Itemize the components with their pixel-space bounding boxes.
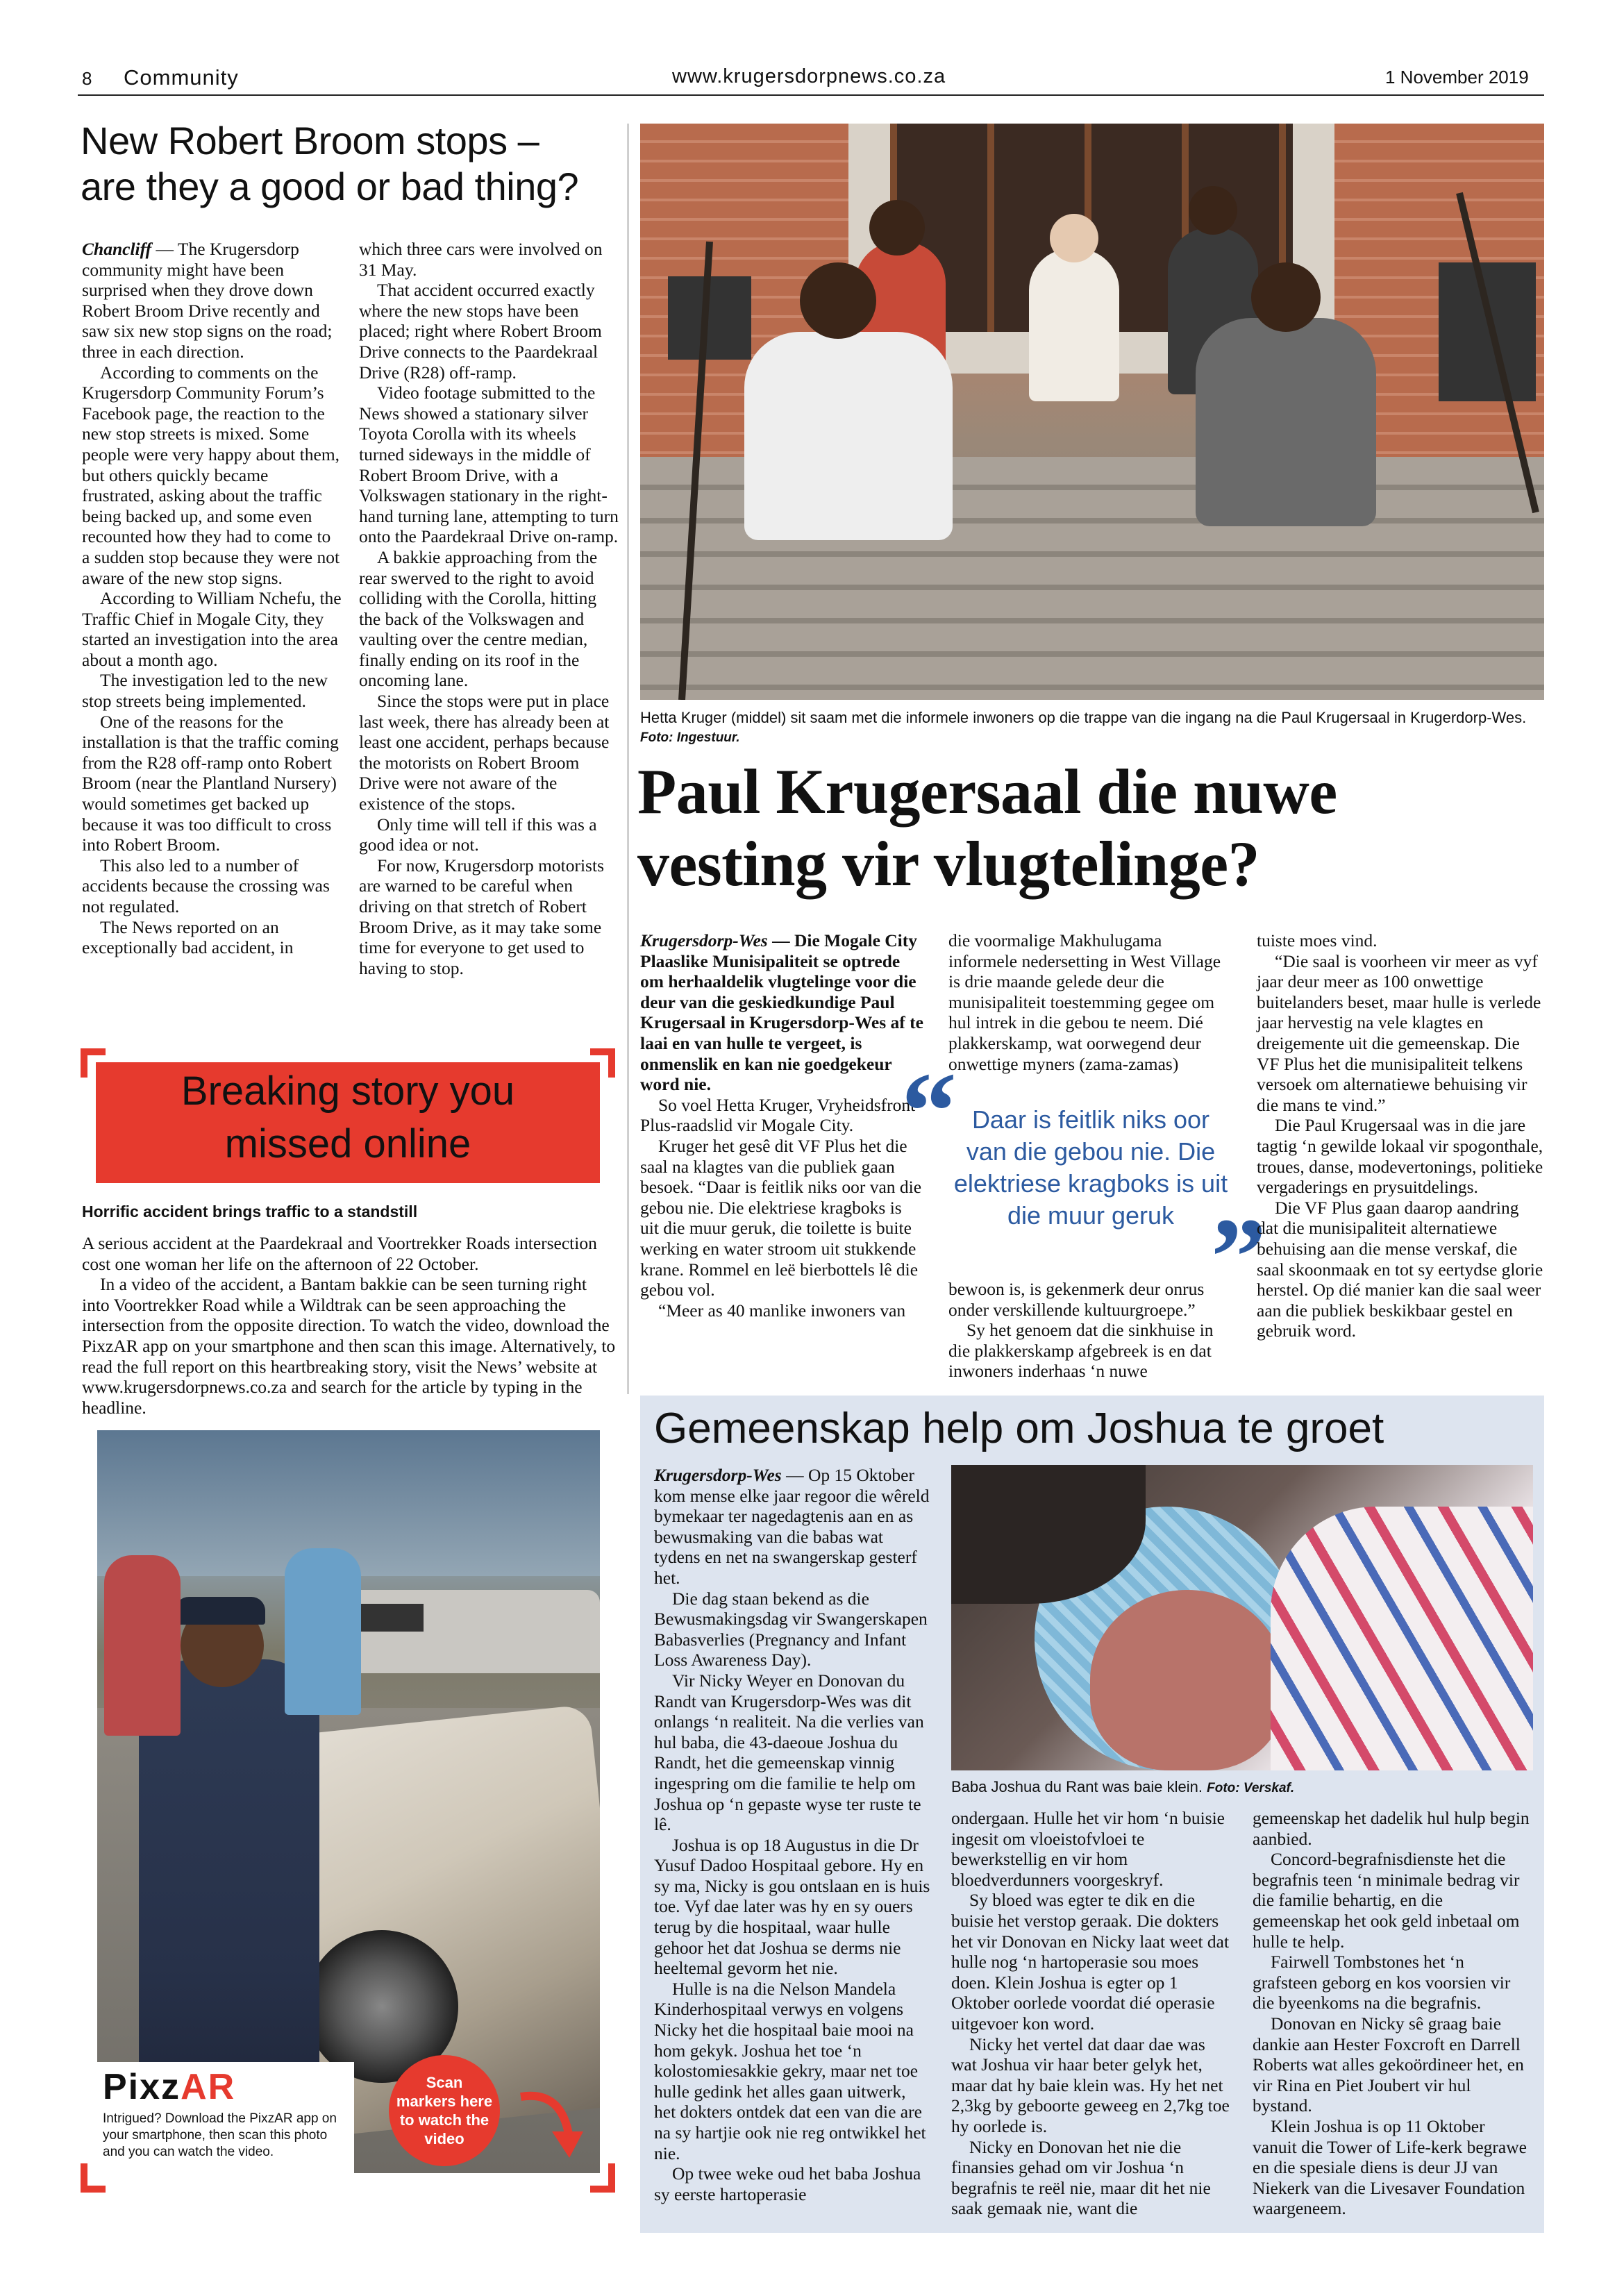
article1-col2: which three cars were involved on 31 May. That accident occurred exactly where the new stops have been placed; right where Robert Broom Drive connects to the Paardekraal Drive (R28) off-ramp. Video footage submitted to the News showed a stationary silver Toyota Corolla with its wheels turned sideways in the middle of Robert Broom Drive, with a Volkswagen stationary in the right-hand turning lane, attempting to turn onto the Paardekraal Drive on-ramp. A bakkie approaching from the rear swerved to the right to avoid colliding with the Corolla, hitting the back of the Volkswagen and vaulting over the centre median, finally ending on its roof in the oncoming lane. Since the stops were put in place last week, there has already been at least one accident, perhaps because the motorists on Robert Broom Drive were not aware of the existence of the stops. Only time will tell if this was a good idea or not. For now, Krugersdorp motorists are warned to be careful when driving on that stretch of Robert Broom Drive, as it may take some time for everyone to get used to having to stop. <box>359 239 619 978</box>
article2-dateline: Krugersdorp-Wes <box>640 930 768 950</box>
website-url: www.krugersdorpnews.co.za <box>672 65 946 87</box>
scan-markers-badge: Scan markers here to watch the video <box>389 2055 500 2166</box>
article2-headline: Paul Krugersaal die nuwe vesting vir vlugtelinge? <box>637 756 1337 899</box>
breaking-body: A serious accident at the Paardekraal and Voortrekker Roads intersection cost one woman her life on the afternoon of 22 October. In a video of the accident, a Bantam bakkie can be seen turning right into Voortrekker Road while a Wildtrak can be seen approaching the intersection from the opposite direction. To watch the video, download the PixzAR app on your smartphone and then scan this image. Alternatively, to read the full report on this heartbreaking story, visit the News’ website at www.krugersdorpnews.co.za and search for the article by typing in the headline. <box>82 1233 616 1418</box>
breaking-banner: Breaking story you missed online <box>96 1062 600 1183</box>
article1-col1: Chancliff — The Krugersdorp community might have been surprised when they drove down Robert Broom Drive recently and saw six new stop signs on the road; three in each direction. According to comments on the Krugersdorp Community Forum’s Facebook page, the reaction to the new stop streets is mixed. Some people were very happy about them, but others quickly became frustrated, asking about the traffic being backed up, and some even recounted how they had to come to a sudden stop because they were not aware of the new stop signs. According to William Nchefu, the Traffic Chief in Mogale City, they started an investigation into the area about a month ago. The investigation led to the new stop streets being implemented. One of the reasons for the installation is that the traffic coming from the R28 off-ramp onto Robert Broom (near the Plantland Nursery) would sometimes get backed up because it was too difficult to cross into Robert Broom. This also led to a number of accidents because the crossing was not regulated. The News reported on an exceptionally bad accident, in <box>82 239 342 958</box>
article1-headline: New Robert Broom stops – are they a good or bad thing? <box>81 119 579 208</box>
krugersaal-photo-credit: Foto: Ingestuur. <box>640 730 740 745</box>
article2-col1: Krugersdorp-Wes — Die Mogale City Plaaslike Munisipaliteit se optrede om herhaaldelik vlugtelinge voor die deur van die geskiedkundige Paul Krugersaal in Krugersdorp-Wes af te laai en van hulle te vergeet, is onmenslik en kan nie goedgekeur word nie. So voel Hetta Kruger, Vryheidsfront Plus-raadslid vir Mogale City. Kruger het gesê dit VF Plus het die saal na klagtes van die publiek gaan besoek. “Daar is feitlik niks oor van die gebou nie. Die elektriese kragboks is uit die muur geruk, die toilette is buite werking en water stroom uit stukkende krane. Rommel en leë bierbottels lê die gebou vol. “Meer as 40 manlike inwoners van <box>640 930 923 1321</box>
pullquote-close-mark: ” <box>1211 1195 1266 1318</box>
krugersaal-caption: Hetta Kruger (middel) sit saam met die informele inwoners op die trappe van die ingang na die Paul Krugersaal in Krugerdorp-Wes. Foto: Ingestuur. <box>640 709 1527 745</box>
article2-col2-bottom: bewoon is, is gekenmerk deur onrus onder verskillende kultuurgroepe.” Sy het genoem dat die sinkhuise in die plakkerskamp afgebreek is en dat inwoners inderhaas ‘n nuwe <box>948 1279 1214 1382</box>
krugersaal-photo <box>640 124 1544 700</box>
article1-dateline: Chancliff <box>82 239 152 259</box>
pullquote-open-mark: “ <box>901 1049 957 1173</box>
baby-photo-credit: Foto: Verskaf. <box>1207 1781 1295 1795</box>
article2-col2-top: die voormalige Makhulugama informele nedersetting in West Village is drie maande gelede deur die munisipaliteit toestemming gegee om hul intrek in die gebou te neem. Dié plakkerskamp, wat oorwegend deur onwettige myners (zama-zamas) <box>948 930 1221 1074</box>
pixzar-instructions: Intrigued? Download the PixzAR app on your smartphone, then scan this photo and you can watch the video. <box>103 2111 337 2159</box>
issue-date: 1 November 2019 <box>1385 67 1529 87</box>
header-rule <box>78 94 1544 96</box>
article3-col3: gemeenskap het dadelik hul hulp begin aanbied. Concord-begrafnisdienste het die begrafnis teen ‘n minimale bedrag vir die familie behartig, en die gemeenskap het ook geld inbetaal om hulle te help. Fairwell Tombstones het ‘n grafsteen geborg en kos voorsien vir die byeenkoms na die begrafnis. Donovan en Nicky sê graag baie dankie aan Hester Foxcroft en Darrell Roberts wat alles gekoördineer het, en vir Rina en Piet Joubert vir hul bystand. Klein Joshua is op 11 Oktober vanuit die Tower of Life-kerk begrawe en die spesiale diens is deur JJ van Niekerk van die Livesaver Foundation waargeneem. <box>1253 1808 1530 2219</box>
article2-col3: tuiste moes vind. “Die saal is voorheen vir meer as vyf jaar deur meer as 100 onwettige buitelanders beset, maar hulle is verlede jaar hervestig na vele klagtes en dreigemente uit die gemeenskap. Die VF Plus het die munisipaliteit telkens versoek om alternatiewe behuising vir die mans te vind.” Die Paul Krugersaal was in die jare tagtig ‘n gewilde lokaal vir spogonthale, troues, danse, modevertonings, politieke vergaderings en prysuitdelings. Die VF Plus gaan daarop aandring dat die munisipaliteit alternatiewe behuising aan die mense verskaf, die saal skoonmaak en tot sy eertydse glorie herstel. Op dié manier kan die saal weer aan die publiek beskikbaar gestel en gebruik word. <box>1257 930 1543 1341</box>
article3-col1: Krugersdorp-Wes — Op 15 Oktober kom mense elke jaar regoor die wêreld bymekaar ter nagedagtenis aan en as bewusmaking van die babas wat tydens en net na swangerskap gesterf het. Die dag staan bekend as die Bewusmakingsdag vir Swangerskapen Babasverlies (Pregnancy and Infant Loss Awareness Day). Vir Nicky Weyer en Donovan du Randt van Krugersdorp-Wes was dit onlangs ‘n realiteit. Na die verlies van hul baba, die 43-daeoue Joshua du Randt, het die gemeenskap vinnig ingespring om die familie te help om Joshua op ‘n gepaste wyse ter ruste te lê. Joshua is op 18 Augustus in die Dr Yusuf Dadoo Hospitaal gebore. Hy en sy ma, Nicky is gou ontslaan en is huis toe. Vyf dae later was hy en sy ouers terug by die hospitaal, waar hulle gehoor het dat Joshua se derms nie heeltemal gevorm het nie. Hulle is na die Nelson Mandela Kinderhospitaal verwys en volgens Nicky het die hospitaal baie mooi na hom gekyk. Joshua het toe ‘n kolostomiesakkie gekry, maar net toe hulle gedink het alles gaan uitwerk, het dokters ontdek dat een van die are na sy hartjie ook nie reg ontwikkel het nie. Op twee weke oud het baba Joshua sy eerste hartoperasie <box>654 1465 930 2204</box>
article3-headline: Gemeenskap help om Joshua te groet <box>654 1405 1384 1452</box>
breaking-frame-bottom <box>81 2151 615 2193</box>
article3-col2: ondergaan. Hulle het vir hom ‘n buisie ingesit om vloeistofvloei te bewerkstellig en vir hom bloedverdunners voorgeskryf. Sy bloed was egter te dik en die buisie het verstop geraak. Die dokters het vir Donovan en Nicky laat weet dat hulle nog ‘n hartoperasie sou moes doen. Klein Joshua is egter op 1 Oktober oorlede voordat dié operasie uitgevoer kon word. Nicky het vertel dat daar dae was wat Joshua vir haar beter gelyk het, maar dat hy baie klein was. Hy het net 2,3kg by geboorte geweeg en 2,7kg toe hy oorlede is. Nicky en Donovan het nie die finansies gehad om vir Joshua ‘n begrafnis te reël nie, maar dit het nie saak gemaak nie, want die <box>951 1808 1230 2219</box>
pullquote: Daar is feitlik niks oor van die gebou nie. Die elektriese kragboks is uit die muur geruk <box>953 1105 1228 1230</box>
section-name: Community <box>124 65 239 90</box>
breaking-subhead: Horrific accident brings traffic to a standstill <box>82 1203 418 1221</box>
page-number: 8 <box>82 68 92 89</box>
baby-photo <box>951 1465 1533 1770</box>
article3-dateline: Krugersdorp-Wes <box>654 1465 782 1485</box>
pixzar-logo: PixzAR <box>103 2067 236 2107</box>
accident-photo <box>97 1430 600 2173</box>
baby-caption: Baba Joshua du Rant was baie klein. Foto: Verskaf. <box>951 1778 1295 1795</box>
